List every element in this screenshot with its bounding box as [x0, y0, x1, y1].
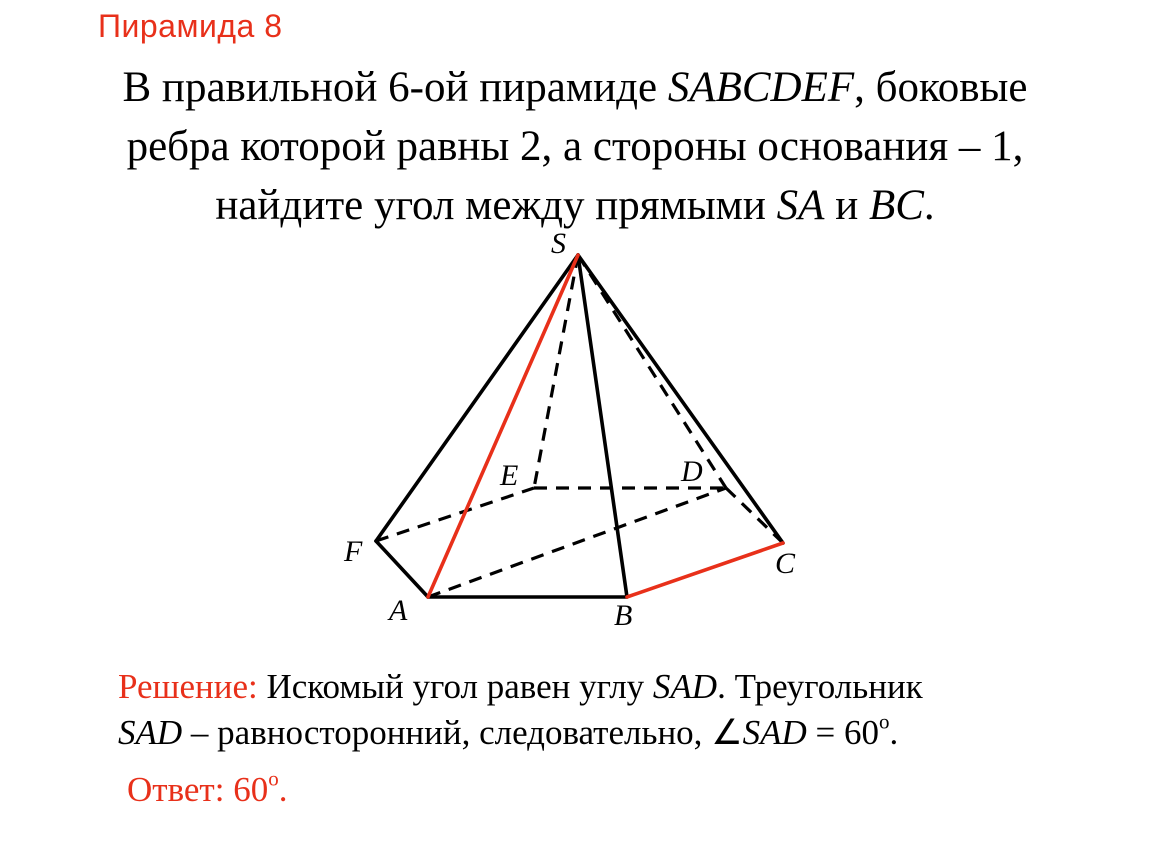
edge-sf	[376, 255, 578, 541]
solution-text: .	[889, 713, 899, 752]
angle-name: SAD	[652, 667, 718, 706]
edge-sd	[578, 255, 726, 488]
solution-label: Решение:	[118, 667, 258, 706]
solution-text: – равносторонний, следовательно,	[182, 713, 712, 752]
answer-value: 60	[224, 770, 269, 809]
angle-name: SAD	[742, 713, 807, 752]
solution-text: = 60	[806, 713, 879, 752]
vertex-label-f: F	[344, 535, 363, 568]
problem-text: и	[824, 182, 869, 229]
vertex-label-s: S	[551, 227, 566, 260]
vertex-label-e: E	[500, 459, 519, 492]
edge-fa	[376, 541, 428, 597]
line-sa: SA	[776, 182, 825, 229]
visible-edges	[376, 255, 783, 597]
answer-label: Ответ:	[127, 770, 225, 809]
solution-text: . Треугольник	[717, 667, 923, 706]
solution	[118, 664, 1078, 756]
problem-text: .	[923, 182, 935, 229]
edge-se	[534, 255, 578, 488]
solution-line-2	[118, 710, 1078, 756]
answer-end: .	[278, 770, 288, 809]
highlighted-edges	[428, 255, 783, 597]
solution-text: Искомый угол равен углу	[257, 667, 653, 706]
triangle-name: SAD	[118, 713, 183, 752]
solution-line-1	[118, 664, 1078, 710]
edge-sa	[428, 255, 578, 597]
edge-dc	[726, 488, 783, 543]
edge-bc	[627, 543, 783, 597]
angle-symbol: ∠	[711, 713, 743, 752]
line-bc: BC	[868, 182, 924, 229]
hidden-edges	[376, 255, 783, 597]
edge-ad	[428, 488, 726, 597]
problem-text: В правильной 6-ой пирамиде	[122, 64, 668, 111]
problem-text: , боковые	[854, 64, 1028, 111]
edge-sc	[578, 255, 783, 543]
degree-mark: o	[268, 766, 279, 791]
edge-sb	[578, 255, 627, 597]
vertex-label-c: C	[775, 547, 796, 580]
problem-text: найдите угол между прямыми	[215, 182, 777, 229]
vertex-label-a: A	[389, 594, 408, 627]
slide-title: Пирамида 8	[98, 8, 283, 44]
problem-line-2: ребра которой равны 2, а стороны основания – 1,	[126, 123, 1024, 170]
vertex-label-d: D	[681, 455, 703, 488]
answer	[127, 766, 288, 810]
degree-mark: o	[878, 709, 890, 734]
vertex-label-b: B	[614, 599, 633, 632]
pyramid-name: SABCDEF	[667, 64, 855, 111]
